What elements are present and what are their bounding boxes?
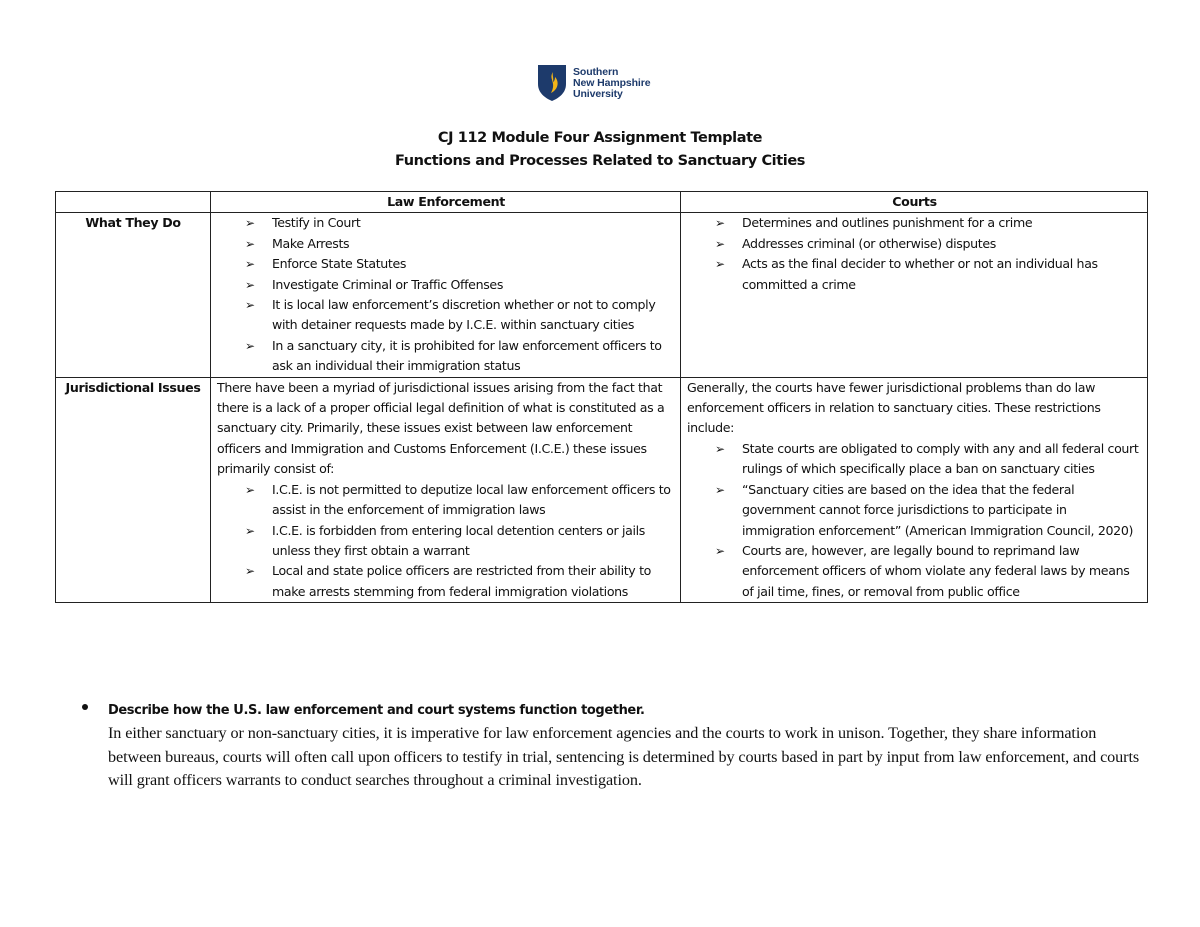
question-heading: Describe how the U.S. law enforcement and court systems function together. — [108, 703, 645, 718]
list-item: ➢ Addresses criminal (or otherwise) disputes — [742, 234, 1142, 254]
row-label: Jurisdictional Issues — [56, 377, 211, 602]
row-label: What They Do — [56, 213, 211, 377]
list-item: ➢ Make Arrests — [272, 234, 675, 254]
list-item: ➢ I.C.E. is forbidden from entering local detention centers or jails unless they first obtain a warrant — [272, 521, 675, 562]
bullet-icon — [82, 704, 88, 710]
university-logo — [537, 63, 667, 103]
list-item: ➢ Enforce State Statutes — [272, 254, 675, 274]
law-enforcement-cell — [211, 377, 681, 602]
list-item: ➢ In a sanctuary city, it is prohibited for law enforcement officers to ask an individual their immigration status — [272, 336, 675, 377]
list-item: ➢ Courts are, however, are legally bound to reprimand law enforcement officers of whom violate any federal laws by means of jail time, fines, or removal from public office — [742, 541, 1142, 602]
list-item: ➢ Determines and outlines punishment for a crime — [742, 213, 1142, 233]
law-enforcement-cell — [211, 213, 681, 377]
table-header-row — [56, 192, 1148, 213]
cell-intro: There have been a myriad of jurisdictional issues arising from the fact that there is a lack of a proper official legal definition of what is constituted as a sanctuary city. Primarily, these issues exist between law enforcement officers and Immigration and Customs Enforcement (I.C.E.) these issues primarily consist of: — [217, 379, 665, 477]
document-titles — [0, 127, 1200, 173]
logo-line-3: University — [573, 87, 623, 100]
question-answer: In either sanctuary or non-sanctuary cities, it is imperative for law enforcement agencies and the courts to work in unison. Together, they share information between bureaus, courts will often call upon officers to testify in trial, sentencing is determined by courts based in part by input from law enforcement, and courts will grant officers warrants to conduct searches throughout a criminal investigation. — [108, 724, 1140, 789]
law-enforcement-list — [217, 213, 675, 376]
courts-cell — [681, 213, 1148, 377]
logo-wordmark — [573, 67, 650, 100]
page-subtitle: Functions and Processes Related to Sanctuary Cities — [394, 153, 806, 169]
header-law-enforcement: Law Enforcement — [211, 192, 681, 213]
comparison-table — [55, 191, 1148, 603]
shield-flame-icon — [537, 64, 567, 102]
list-item: ➢ Testify in Court — [272, 213, 675, 233]
courts-cell — [681, 377, 1148, 602]
list-item: ➢ “Sanctuary cities are based on the idea that the federal government cannot force jurisdictions to participate in immigration enforcement” (American Immigration Council, 2020) — [742, 480, 1142, 541]
cell-intro: Generally, the courts have fewer jurisdictional problems than do law enforcement officers in relation to sanctuary cities. These restrictions include: — [687, 379, 1101, 436]
question-section — [82, 700, 1142, 793]
header-empty — [56, 192, 211, 213]
list-item: ➢ State courts are obligated to comply with any and all federal court rulings of which specifically place a ban on sanctuary cities — [742, 439, 1142, 480]
logo-line-2: New Hampshire — [573, 76, 651, 89]
logo-line-1: Southern — [573, 65, 619, 78]
table-row-jurisdictional-issues — [56, 377, 1148, 602]
law-enforcement-list — [217, 480, 675, 602]
header-courts: Courts — [681, 192, 1148, 213]
page-title: CJ 112 Module Four Assignment Template — [437, 130, 763, 146]
list-item: ➢ Acts as the final decider to whether or not an individual has committed a crime — [742, 254, 1142, 295]
courts-list — [687, 213, 1142, 295]
table-row-what-they-do — [56, 213, 1148, 377]
list-item: ➢ Investigate Criminal or Traffic Offenses — [272, 275, 675, 295]
list-item: ➢ Local and state police officers are restricted from their ability to make arrests stemming from federal immigration violations — [272, 561, 675, 602]
list-item: ➢ I.C.E. is not permitted to deputize local law enforcement officers to assist in the enforcement of immigration laws — [272, 480, 675, 521]
courts-list — [687, 439, 1142, 602]
list-item: ➢ It is local law enforcement’s discretion whether or not to comply with detainer requests made by I.C.E. within sanctuary cities — [272, 295, 675, 336]
